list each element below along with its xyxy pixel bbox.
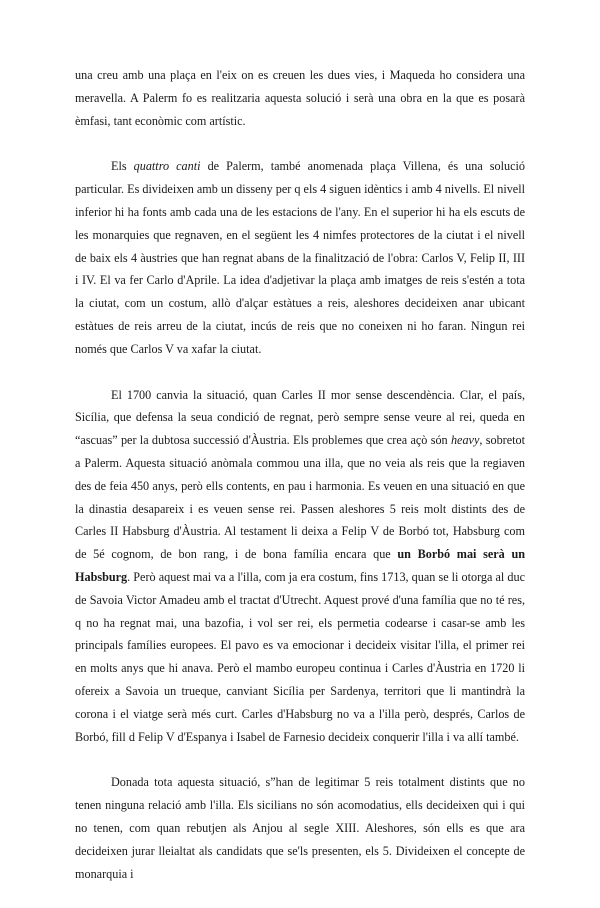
paragraph-3 (75, 384, 525, 749)
paragraph-3-text-b: , sobretot a Palerm. Aquesta situació anòmala commou una illa, que no veia als reis que la regiaven des de feia 450 anys, però ells contents, en pau i harmonia. Es veuen en una situació en que la dinastia desapareix i es veuen sense rei. Passen aleshores 5 reis molt distints des de Carles II Habsburg d'Àustria. Al testament li deixa a Felip V de Borbó tot, Habsburg com de 5é cognom, de bon rang, i de bona família encara que (75, 433, 525, 562)
paragraph-1 (75, 64, 525, 132)
paragraph-2-text-a: Els (111, 159, 134, 174)
paragraph-2-italic-term: quattro canti (133, 159, 201, 174)
document-body (75, 64, 525, 908)
paragraph-2-text-b: de Palerm, també anomenada plaça Villena, és una solució particular. Es divideixen amb un disseny per q els 4 siguen idèntics i amb 4 nivells. El nivell inferior hi ha fonts amb cada una de les estacions de l'any. En el superior hi ha els escuts de les monarquies que regnaven, en el següent les 4 nimfes protectores de la ciutat i el nivell de baix els 4 àustries que han regnat abans de la finalització de l'obra: Carlos V, Felip II, III i IV. El va fer Carlo d'Aprile. La idea d'adjetivar la plaça amb imatges de reis s'estén a tota la ciutat, com un costum, allò d'alçar estàtues a reis, aleshores decideixen anar ubicant estàtues de reis arreu de la ciutat, incús de reis que no coneixen ni ho faran. Ningun rei només que Carlos V va xafar la ciutat. (75, 159, 525, 356)
paragraph-3-text-c: . Però aquest mai va a l'illa, com ja era costum, fins 1713, quan se li otorga al duc de Savoia Victor Amadeu amb el tractat d'Utrecht. Aquest prové d'una família que no té res, q no ha regnat mai, una bazofia, i vol ser rei, els permetia codearse i casar-se amb les principals famílies europees. El pavo es va emocionar i decideix visitar l'illa, el primer rei en molts anys que hi anava. Però el mambo europeu continua i Carles d'Àustria en 1720 li ofereix a Savoia un trueque, canviant Sicília per Sardenya, territori que li mantindrà la corona i el viatge serà més curt. Carles d'Habsburg no va a l'illa però, després, Carlos de Borbó, fill d Felip V d'Espanya i Isabel de Farnesio decideix conquerir l'illa i va allí també. (75, 569, 525, 744)
paragraph-2 (75, 155, 525, 360)
paragraph-3-text-a: El 1700 canvia la situació, quan Carles II mor sense descendència. Clar, el país, Sicília, que defensa la seua condició de regnat, però sempre sense veure al rei, queda en “ascuas” per la dubtosa successió d'Àustria. Els problemes que crea açò són (75, 387, 525, 448)
paragraph-1-text: una creu amb una plaça en l'eix on es creuen les dues vies, i Maqueda ho considera una meravella. A Palerm fo es realitzaria aquesta solució i serà una obra en la que es posarà èmfasi, tant econòmic com artístic. (75, 68, 525, 128)
paragraph-3-bold-phrase: un Borbó mai serà un Habsburg (75, 547, 525, 584)
paragraph-3-italic-term: heavy (450, 433, 480, 448)
paragraph-4-text: Donada tota aquesta situació, s”han de legitimar 5 reis totalment distints que no tenen ninguna relació amb l'illa. Els sicilians no són acomodatius, ells decideixen qui i qui no tenen, com quan rebutjen als Anjou al segle XIII. Aleshores, són ells es que ara decideixen jurar lleialtat als candidats que se'ls presenten, els 5. Divideixen el concepte de monarquia i (75, 775, 525, 881)
paragraph-4 (75, 771, 525, 885)
